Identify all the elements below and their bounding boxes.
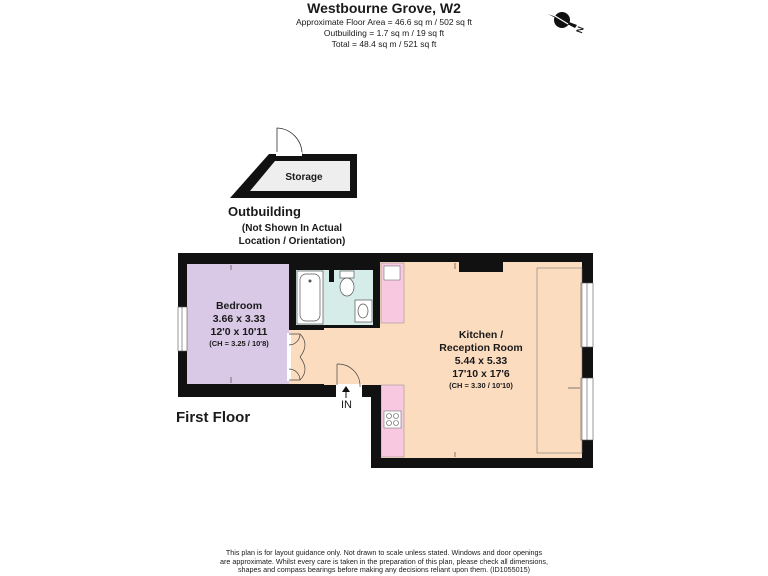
basin-icon — [355, 300, 372, 322]
storage-outbuilding — [230, 128, 357, 198]
wc-icon — [340, 271, 354, 296]
disclaimer-line1: This plan is for layout guidance only. Not drawn to scale unless stated. Windows and door openings — [225, 548, 543, 557]
kitchen-ceiling: (CH = 3.30 / 10'10) — [449, 381, 513, 390]
hob-icon — [384, 411, 401, 428]
disclaimer — [0, 549, 768, 575]
outbuilding-note-line2: Location / Orientation) — [238, 236, 346, 247]
kitchen-imperial: 17'10 x 17'6 — [452, 368, 510, 380]
outbuilding-area-line: Outbuilding = 1.7 sq m / 19 sq ft — [323, 28, 445, 38]
sink-icon — [384, 266, 400, 280]
plan-title: Westbourne Grove, W2 — [307, 0, 461, 16]
kitchen-name-line1: Kitchen / — [458, 329, 504, 341]
outbuilding-heading: Outbuilding — [228, 204, 301, 219]
kitchen-metric: 5.44 x 5.33 — [454, 355, 508, 367]
outbuilding-note-line1: (Not Shown In Actual — [241, 223, 343, 234]
storage-door-icon — [277, 128, 302, 154]
bedroom-label — [209, 300, 269, 348]
disclaimer-line3: shapes and compass bearings before making any decisions reliant upon them. (ID1055015) — [237, 565, 531, 575]
storage-label: Storage — [285, 172, 323, 183]
bedroom-imperial: 12'0 x 10'11 — [210, 326, 268, 338]
bedroom-window — [178, 307, 187, 351]
bedroom-metric: 3.66 x 3.33 — [212, 313, 266, 325]
disclaimer-line2: are approximate. Whilst every care is taken in the preparation of this plan, please check all dimensions, — [220, 556, 548, 566]
compass-north-letter: N — [574, 25, 586, 35]
floor-label: First Floor — [176, 409, 251, 426]
bath-icon — [297, 271, 323, 324]
compass-icon — [548, 12, 586, 35]
total-area-line: Total = 48.4 sq m / 521 sq ft — [331, 39, 437, 49]
floor-area-line: Approximate Floor Area = 46.6 sq m / 502 sq ft — [296, 17, 472, 27]
bedroom-ceiling: (CH = 3.25 / 10'8) — [209, 339, 269, 348]
entrance-label: IN — [341, 399, 352, 411]
kitchen-name-line2: Reception Room — [439, 342, 523, 354]
bedroom-name: Bedroom — [215, 300, 263, 312]
